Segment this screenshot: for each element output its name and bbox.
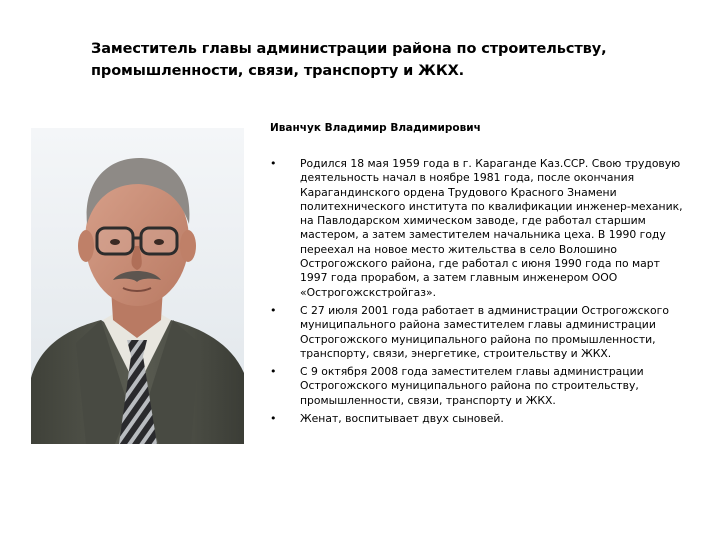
list-item-text: Родился 18 мая 1959 года в г. Караганде Каз.ССР. Свою трудовую деятельность начал в ноябре 1981 года, после окончания Карагандинского ордена Трудового Красного Знамени политехнического института по квалификации инженер-механик, на Павлодарском химическом заводе, где работал старшим мастером, а затем заместителем начальника цеха. В 1990 году переехал на новое место жительства в село Волошино Острогожского района, где работал с июня 1990 года по март 1997 года прорабом, а затем главным инженером ООО «Острогожскстройгаз». (300, 157, 683, 299)
slide-title-line-1: Заместитель главы администрации района по строительству, (91, 41, 607, 57)
portrait-photo (31, 128, 244, 444)
list-item (270, 365, 690, 408)
portrait-icon (31, 128, 244, 444)
list-item (270, 157, 690, 300)
list-item (270, 304, 690, 361)
slide-title-line-2: промышленности, связи, транспорту и ЖКХ. (91, 63, 465, 79)
list-item-text: С 9 октября 2008 года заместителем главы администрации Острогожского муниципального района по строительству, промышленности, связи, транспорту и ЖКХ. (300, 365, 644, 407)
list-item-text: Женат, воспитывает двух сыновей. (300, 412, 504, 426)
list-item-text: С 27 июля 2001 года работает в администрации Острогожского муниципального района заместителем главы администрации Острогожского муниципального района по промышленности, транспорту, связи, энергетике, строительству и ЖКХ. (300, 303, 669, 360)
bullet-icon: • (270, 365, 277, 379)
list-item (270, 412, 690, 426)
bullet-icon: • (270, 303, 277, 317)
slide-title (91, 38, 691, 82)
bullet-icon: • (270, 157, 277, 170)
person-name: Иванчук Владимир Владимирович (270, 122, 481, 134)
biography-list (270, 157, 690, 430)
bullet-icon: • (270, 412, 277, 426)
